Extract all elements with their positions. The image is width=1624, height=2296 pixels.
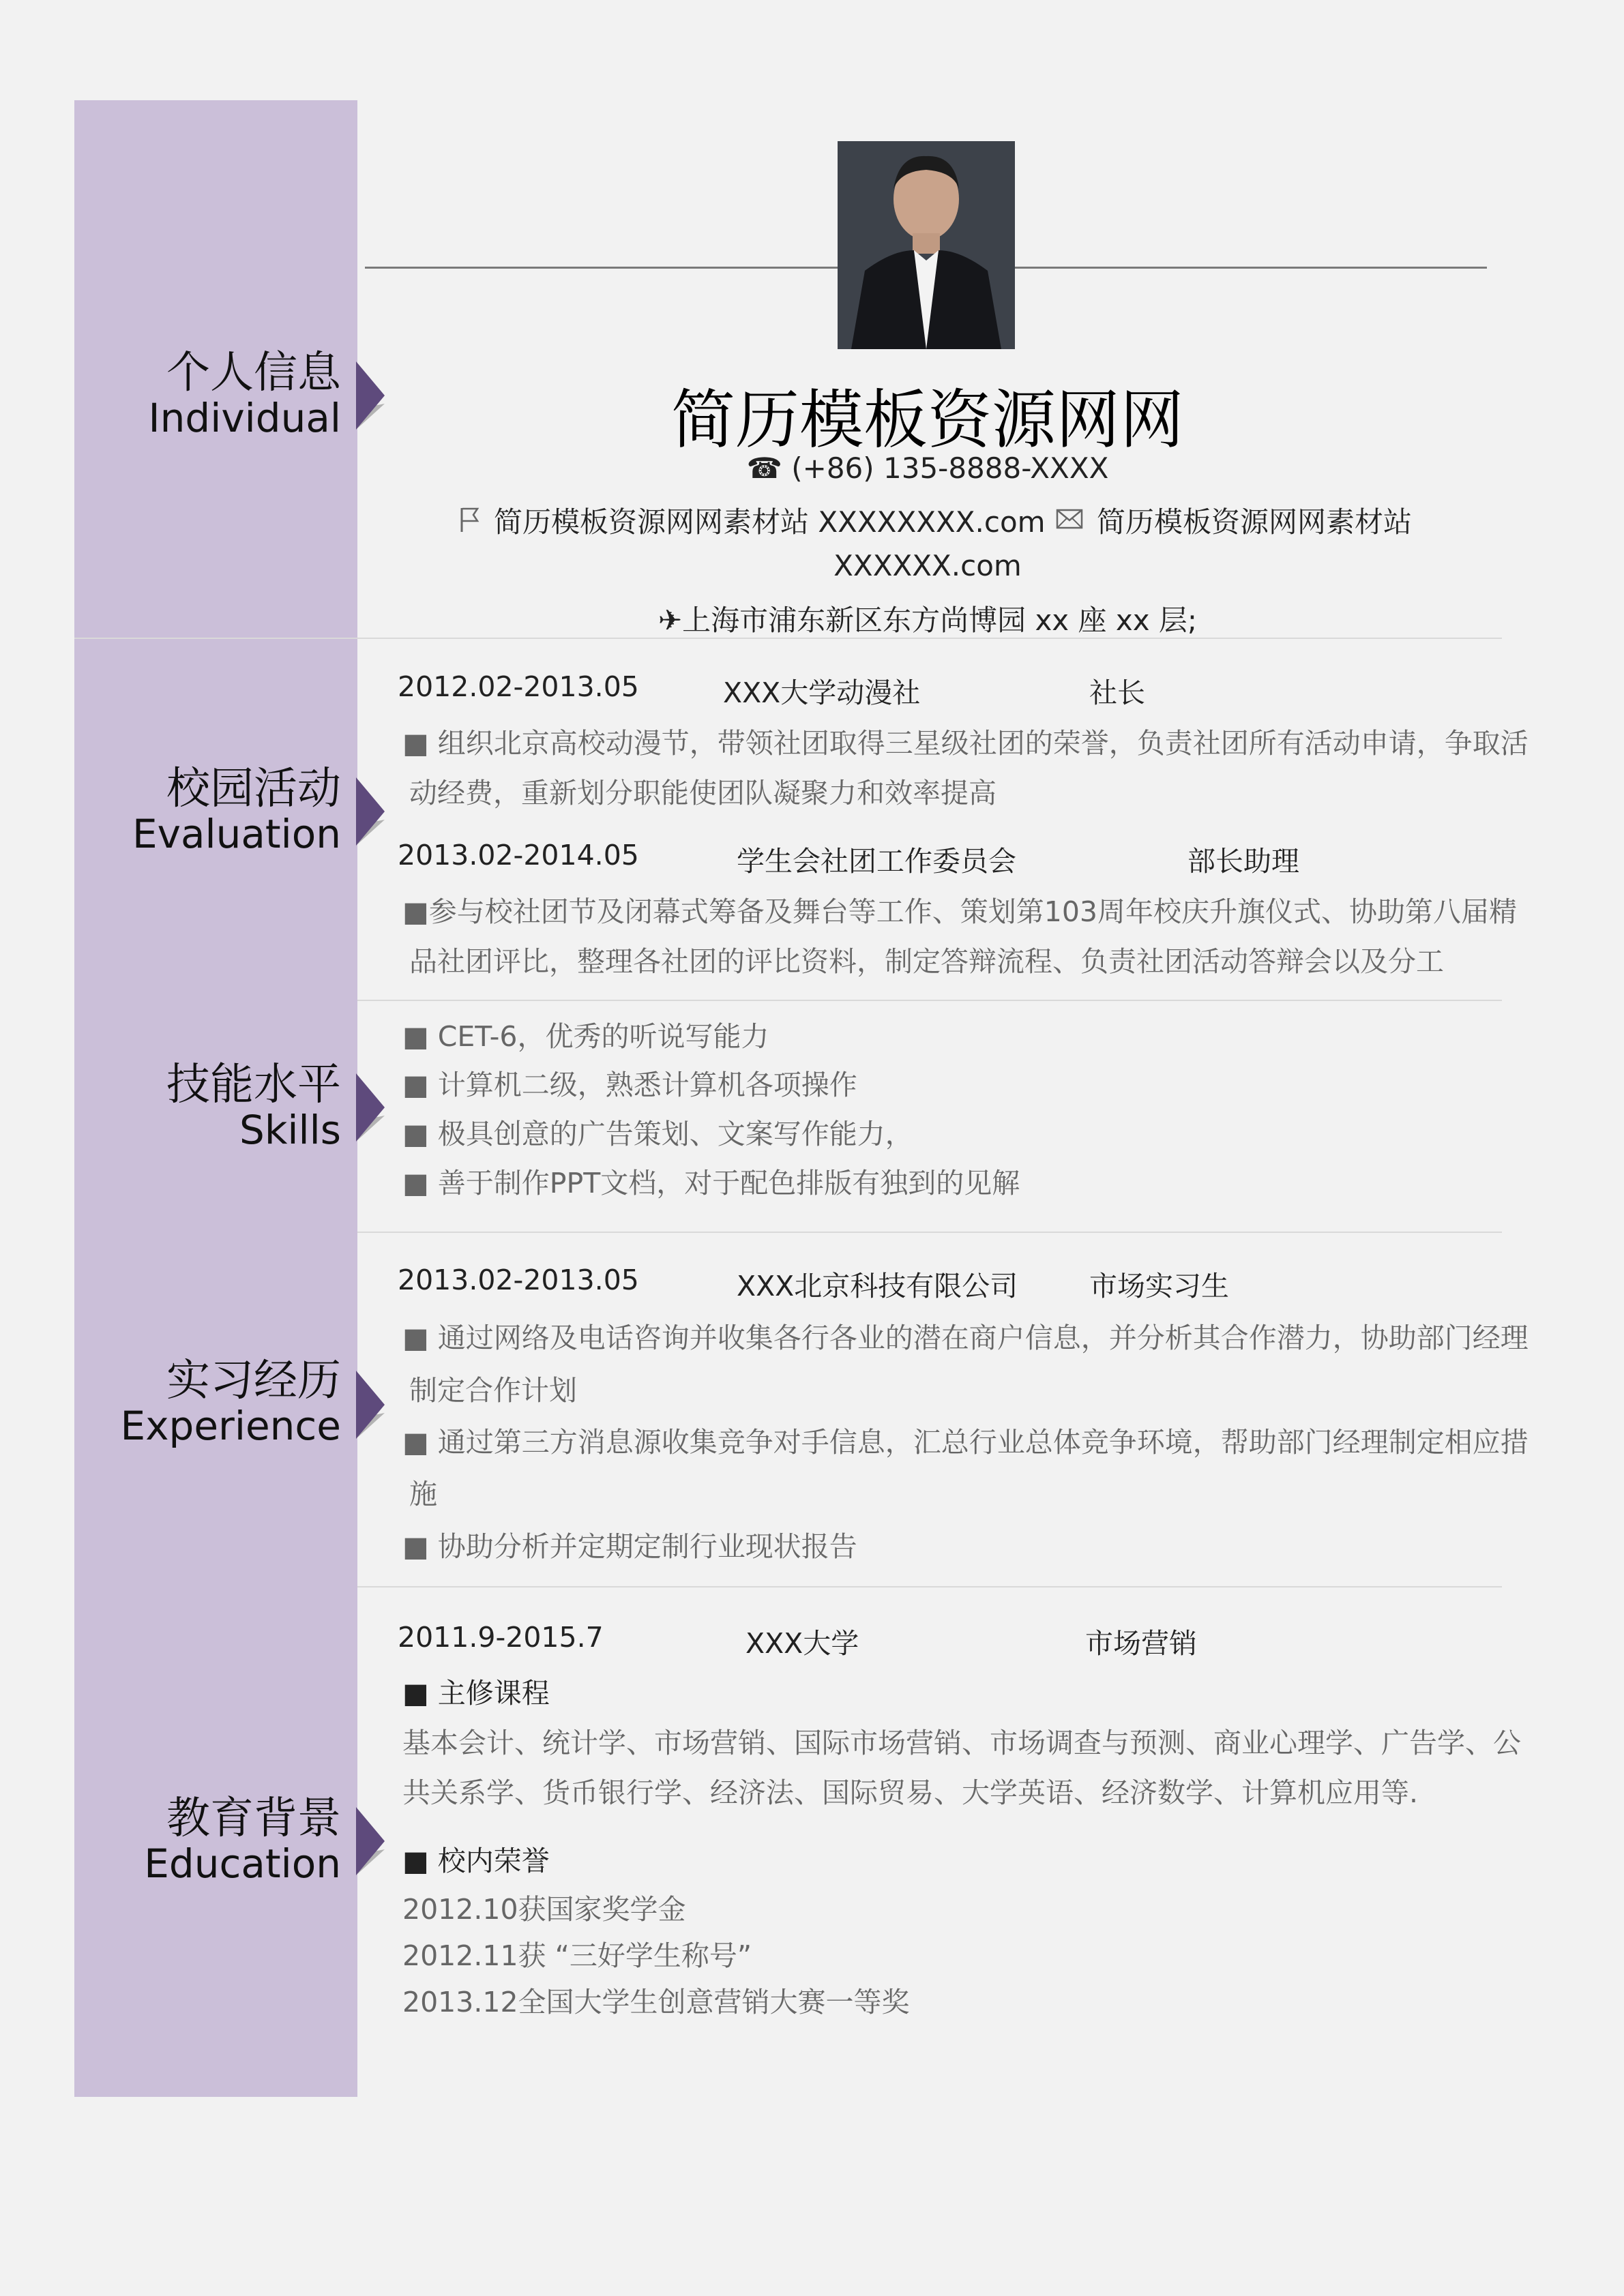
candidate-name: 简历模板资源网网 (670, 383, 1184, 458)
campus-role-1: 社长 (1089, 676, 1145, 709)
internship-role: 市场实习生 (1089, 1270, 1229, 1302)
skill-item: ■ 善于制作PPT文档，对于配色排版有独到的见解 (402, 1167, 1020, 1199)
section-label-internship (121, 1357, 341, 1448)
internship-bullet-2-line-2: 施 (409, 1478, 437, 1510)
section-divider (357, 1586, 1502, 1587)
section-title-en: Evaluation (132, 811, 341, 858)
section-title-zh: 校园活动 (166, 764, 341, 814)
internship-bullet-2-line-1: ■ 通过第三方消息源收集竞争对手信息，汇总行业总体竞争环境，帮助部门经理制定相应措 (402, 1426, 1529, 1459)
section-label-skills (166, 1061, 341, 1152)
honor-item: 2012.11获 “三好学生称号” (402, 1939, 752, 1972)
section-label-campus (132, 765, 341, 856)
internship-bullet-1-line-1: ■ 通过网络及电话咨询并收集各行各业的潜在商户信息，并分析其合作潜力，协助部门经理 (402, 1322, 1529, 1354)
campus-org-2: 学生会社团工作委员会 (737, 845, 1016, 878)
website-line: 简历模板资源网网素材站 XXXXXXXX.com (494, 505, 1046, 539)
section-arrow-icon (356, 777, 385, 846)
courses-line-1: 基本会计、统计学、市场营销、国际市场营销、市场调查与预测、商业心理学、广告学、公 (402, 1727, 1521, 1759)
honor-item: 2013.12全国大学生创意营销大赛一等奖 (402, 1986, 910, 2018)
campus-desc-2-line-2: 品社团评比，整理各社团的评比资料，制定答辩流程、负责社团活动答辩会以及分工 (409, 945, 1444, 978)
section-title-zh: 实习经历 (166, 1356, 341, 1406)
honor-item: 2012.10获国家奖学金 (402, 1893, 686, 1926)
section-title-zh: 个人信息 (166, 348, 341, 398)
campus-role-2: 部长助理 (1187, 845, 1299, 878)
campus-date-2: 2013.02-2014.05 (398, 839, 639, 871)
education-date: 2011.9-2015.7 (398, 1621, 604, 1654)
section-title-zh: 教育背景 (166, 1793, 341, 1844)
email-line-1: 简历模板资源网网素材站 (1097, 505, 1413, 539)
skill-item: ■ CET-6，优秀的听说写能力 (402, 1020, 769, 1053)
envelope-icon (1056, 509, 1083, 529)
education-major: 市场营销 (1085, 1627, 1197, 1660)
education-school: XXX大学 (745, 1627, 859, 1660)
courses-title: ■ 主修课程 (402, 1677, 550, 1710)
person-silhouette-icon (838, 141, 1015, 349)
section-label-personal (149, 349, 341, 441)
campus-desc-2-line-1: ■参与校社团节及闭幕式筹备及舞台等工作、策划第103周年校庆升旗仪式、协助第八届精 (402, 895, 1517, 928)
internship-date: 2013.02-2013.05 (398, 1264, 639, 1296)
section-title-en: Experience (120, 1403, 341, 1450)
section-divider (357, 1000, 1502, 1001)
section-arrow-icon (356, 1073, 385, 1142)
section-divider (357, 1232, 1502, 1233)
campus-desc-1-line-2: 动经费，重新划分职能使团队凝聚力和效率提高 (409, 777, 996, 809)
internship-company: XXX北京科技有限公司 (737, 1270, 1018, 1302)
section-title-zh: 技能水平 (166, 1060, 341, 1110)
skill-item: ■ 计算机二级，熟悉计算机各项操作 (402, 1069, 857, 1101)
skill-item: ■ 极具创意的广告策划、文案写作能力， (402, 1118, 913, 1150)
address-line: ✈上海市浦东新区东方尚博园 xx 座 xx 层; (658, 603, 1198, 637)
email-line-2: XXXXXX.com (833, 549, 1022, 582)
campus-date-1: 2012.02-2013.05 (398, 670, 639, 703)
section-arrow-icon (356, 361, 385, 430)
section-title-en: Individual (148, 395, 341, 442)
profile-photo (838, 141, 1015, 349)
section-title-en: Skills (239, 1107, 341, 1154)
section-arrow-icon (356, 1371, 385, 1439)
flag-icon (458, 506, 482, 533)
section-title-en: Education (144, 1840, 341, 1888)
courses-line-2: 共关系学、货币银行学、经济法、国际贸易、大学英语、经济数学、计算机应用等. (402, 1776, 1419, 1809)
campus-desc-1-line-1: ■ 组织北京高校动漫节，带领社团取得三星级社团的荣誉，负责社团所有活动申请，争取活 (402, 727, 1529, 760)
phone-line: ☎ (+86) 135-8888-XXXX (746, 451, 1109, 485)
internship-bullet-1-line-2: 制定合作计划 (409, 1374, 577, 1407)
section-arrow-icon (356, 1807, 385, 1875)
internship-bullet-3: ■ 协助分析并定期定制行业现状报告 (402, 1530, 857, 1563)
campus-org-1: XXX大学动漫社 (723, 676, 921, 709)
section-label-education (144, 1795, 341, 1886)
honors-title: ■ 校内荣誉 (402, 1845, 550, 1877)
